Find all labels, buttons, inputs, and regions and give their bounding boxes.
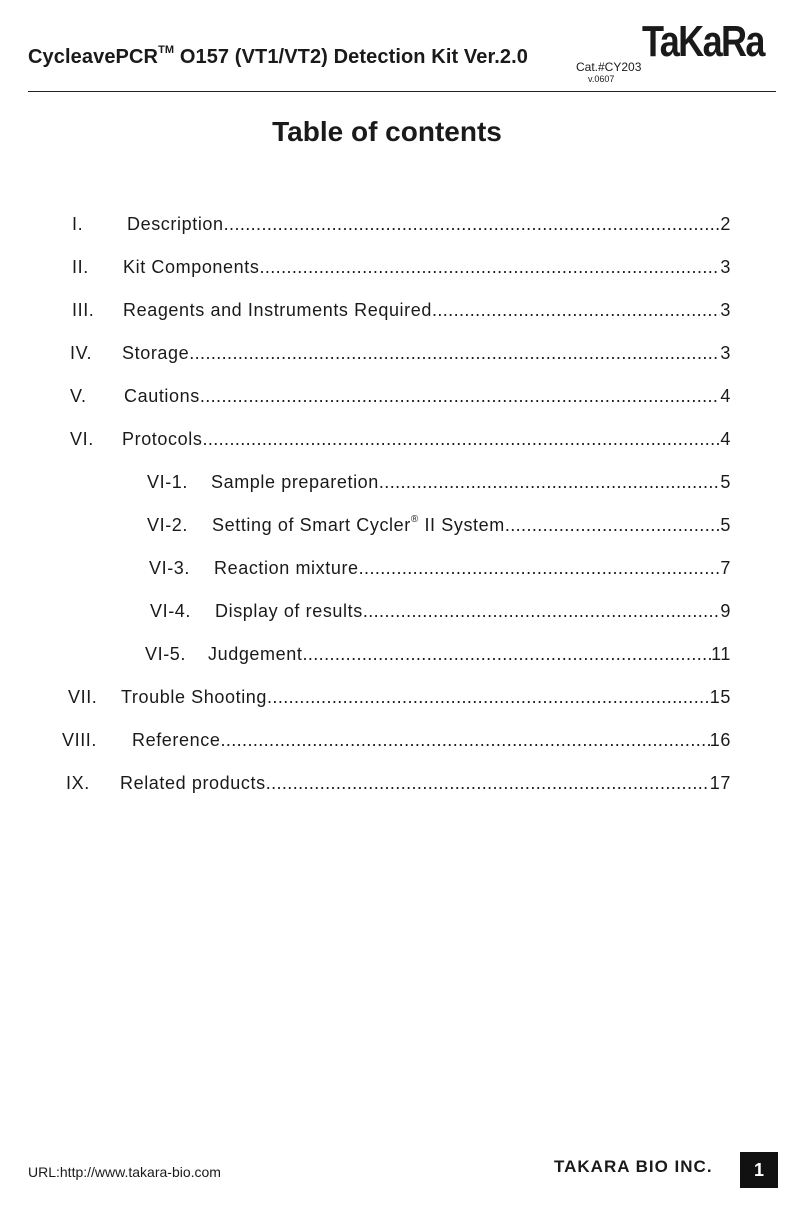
toc-entry-page: 3: [720, 300, 731, 320]
toc-entry-page: 2: [720, 214, 731, 234]
toc-leader-dots: [200, 386, 721, 407]
toc-entry-trouble-shooting[interactable]: [68, 687, 731, 711]
toc-entry-related-products[interactable]: [66, 773, 731, 797]
toc-entry-number: IX.: [66, 773, 90, 793]
toc-leader-dots: [202, 429, 720, 450]
toc-entry-page: 3: [720, 343, 731, 363]
toc-entry-number: VI-4.: [150, 601, 192, 621]
toc-leader-dots: [363, 601, 721, 622]
toc-entry-number: VI-2.: [147, 515, 189, 535]
toc-entry-number: VIII.: [62, 730, 98, 750]
toc-entry-sample-preparation[interactable]: [147, 472, 731, 496]
toc-entry-display-of-results[interactable]: [150, 601, 731, 625]
toc-entry-label: Reaction mixture: [214, 558, 359, 578]
page-number-badge: [740, 1152, 778, 1188]
toc-entry-reference[interactable]: [62, 730, 731, 754]
toc-entry-number: VI-1.: [147, 472, 189, 492]
toc-entry-label: Protocols: [122, 429, 203, 449]
toc-entry-number: VI.: [70, 429, 94, 449]
version-label: v.0607: [588, 74, 615, 84]
toc-entry-label: Kit Components: [123, 257, 260, 277]
toc-entry-number: I.: [72, 214, 84, 234]
toc-entry-reaction-mixture[interactable]: [149, 558, 731, 582]
toc-leader-dots: [267, 687, 710, 708]
toc-leader-dots: [302, 644, 711, 665]
toc-entry-protocols[interactable]: [70, 429, 731, 453]
toc-leader-dots: [259, 257, 720, 278]
page-header: [28, 18, 776, 92]
toc-entry-storage[interactable]: [70, 343, 731, 367]
toc-entry-cautions[interactable]: [70, 386, 731, 410]
trademark-mark: TM: [158, 44, 175, 56]
toc-entry-number: IV.: [70, 343, 93, 363]
toc-entry-label: Storage: [122, 343, 190, 363]
toc-entry-number: VII.: [68, 687, 98, 707]
toc-entry-number: V.: [70, 386, 87, 406]
toc-entry-smart-cycler-setting[interactable]: [147, 515, 731, 539]
toc-entry-label: Judgement: [208, 644, 303, 664]
toc-entry-label: Reagents and Instruments Required: [123, 300, 432, 320]
toc-entry-judgement[interactable]: [145, 644, 731, 668]
toc-leader-dots: [220, 730, 709, 751]
toc-entry-description[interactable]: [72, 214, 731, 238]
toc-leader-dots: [189, 343, 720, 364]
footer-company-name: TAKARA BIO INC.: [554, 1157, 713, 1176]
document-title: CycleavePCR™ O157 (VT1/VT2) Detection Kit Ver.2.0: [28, 44, 528, 68]
toc-entry-number: III.: [72, 300, 95, 320]
toc-entry-label: Reference: [132, 730, 221, 750]
toc-entry-page: 5: [720, 472, 731, 492]
toc-entry-label: Cautions: [124, 386, 200, 406]
toc-leader-dots: [432, 300, 720, 321]
toc-entry-page: 5: [720, 515, 731, 535]
toc-entry-page: 4: [720, 429, 731, 449]
toc-leader-dots: [505, 515, 721, 536]
catalog-number: Cat.#CY203: [576, 60, 642, 74]
toc-entry-page: 4: [720, 386, 731, 406]
toc-entry-page: 17: [709, 773, 731, 793]
registered-mark: ®: [410, 514, 419, 525]
toc-entry-label: Setting of Smart Cycler® II System: [212, 514, 505, 535]
toc-entry-page: 7: [720, 558, 731, 578]
toc-entry-page: 9: [720, 601, 731, 621]
toc-entry-label: Trouble Shooting: [121, 687, 268, 707]
toc-entry-page: 3: [720, 257, 731, 277]
toc-entry-label: Sample preparetion: [211, 472, 379, 492]
toc-entry-page: 11: [711, 644, 731, 664]
footer-url: URL:http://www.takara-bio.com: [28, 1164, 221, 1180]
toc-entry-page: 15: [709, 687, 731, 707]
toc-leader-dots: [379, 472, 720, 493]
toc-entry-page: 16: [709, 730, 731, 750]
takara-logo: TaKaRa: [642, 17, 764, 66]
toc-entry-kit-components[interactable]: [72, 257, 731, 281]
toc-leader-dots: [266, 773, 710, 794]
toc-entry-label: Related products: [120, 773, 266, 793]
header-divider: [28, 91, 776, 92]
toc-entry-label: Display of results: [215, 601, 363, 621]
toc-title: Table of contents: [272, 116, 502, 147]
toc-entry-number: VI-5.: [145, 644, 187, 664]
toc-leader-dots: [359, 558, 721, 579]
toc-leader-dots: [224, 214, 721, 235]
toc-entry-reagents[interactable]: [72, 300, 731, 324]
toc-entry-number: II.: [72, 257, 89, 277]
page-number: 1: [753, 1159, 764, 1180]
toc-entry-label: Description: [127, 214, 224, 234]
toc-entry-number: VI-3.: [149, 558, 191, 578]
